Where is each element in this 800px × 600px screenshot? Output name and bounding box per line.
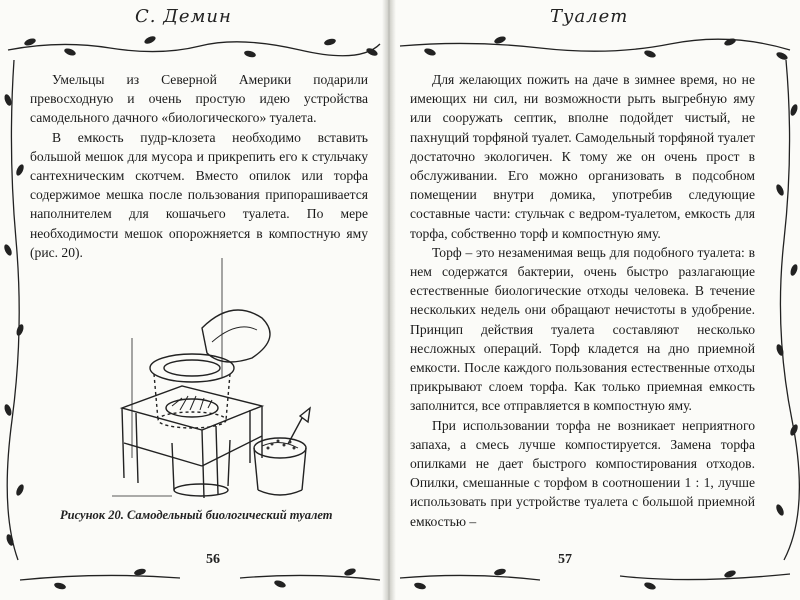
figure-caption: Рисунок 20. Самодельный биологический туалет bbox=[60, 508, 333, 522]
book-gutter bbox=[382, 0, 396, 600]
page-number: 57 bbox=[558, 552, 572, 567]
body-text bbox=[30, 70, 368, 262]
paragraph: При использовании торфа не возникает неприятного запаха, а смесь лучше компостируется. Замена торфа опилками не дает быстрого компостирования отходов. Опилки, смешанные с торфом в соотношении 1 : 1, лучше использовать при устройстве туалета с большой приемной емкостью – bbox=[410, 417, 755, 529]
paragraph: Для желающих пожить на даче в зимнее время, но не имеющих ни сил, ни возможности рыть выгребную яму или сооружать септик, вполне подойдет чистый, не пахнущий торфяной туалет. Самодельный торфяной туалет достаточно экологичен. К тому же он очень прост в обслуживании. Его можно организовать в подсобном помещении внутри домика, употребив следующие составные части: стульчак с ведром-туалетом, емкость для торфа, собственно торф и компостную яму. bbox=[410, 72, 755, 241]
running-head: Туалет bbox=[550, 6, 629, 27]
right-page bbox=[390, 0, 800, 600]
paragraph: Умельцы из Северной Америки подарили превосходную и очень простую идею устройства самодельного дачного «биологического» туалета. bbox=[30, 72, 368, 126]
left-page bbox=[0, 0, 388, 600]
page-number: 56 bbox=[206, 552, 220, 567]
body-text bbox=[410, 70, 755, 531]
toilet-illustration bbox=[112, 258, 312, 498]
paragraph: В емкость пудр-клозета необходимо вставить большой мешок для мусора и прикрепить его к стульчаку сантехническим скотчем. Вместо опилок или торфа содержимое мешка после пользования припорашивается наполнителем для кошачьего туалета. По мере необходимости мешок опорожняется в компостную яму (рис. 20). bbox=[30, 129, 368, 260]
running-head: С. Демин bbox=[135, 6, 232, 27]
paragraph: Торф – это незаменимая вещь для подобного туалета: в нем содержатся бактерии, очень быстро разлагающие естественные биологические отходы человека. В течение нескольких недель они обращают нечистоты в удобрение. Принцип действия туалета составляют несколько несложных операций. Торф кладется на дно приемной емкости. После каждого пользования естественные отходы прикрывают слоем торфа. Как только приемная емкость заполнится, все отправляется в компостную яму. bbox=[410, 244, 755, 414]
